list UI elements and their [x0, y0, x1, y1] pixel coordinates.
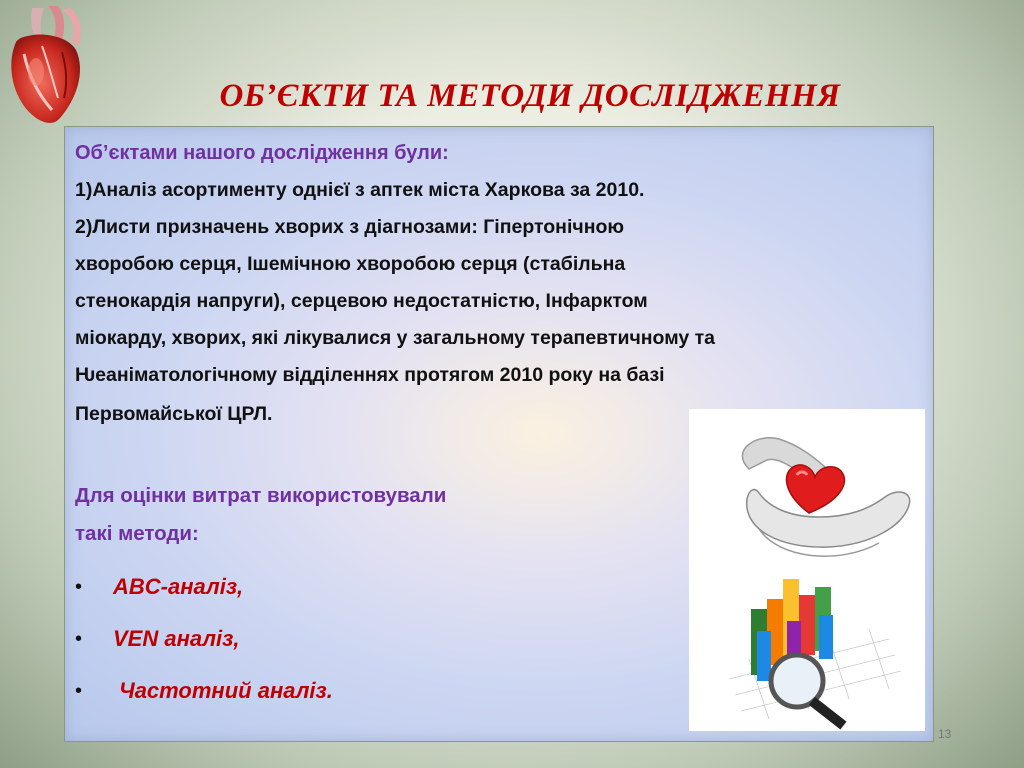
list-item	[75, 561, 675, 613]
content-box	[64, 126, 934, 742]
object-line: Ƕеаніматологічному відділеннях протягом 2010 року на базі	[75, 364, 665, 386]
object-line: стенокардія напруги), серцевою недостатністю, Інфарктом	[75, 290, 648, 312]
object-line: 1)Аналіз асортименту однієї з аптек міста Харкова за 2010.	[75, 179, 645, 201]
methods-heading-line: Для оцінки витрат використовували	[75, 484, 447, 507]
methods-heading-line: такі методи:	[75, 522, 199, 545]
bullet-icon: •	[75, 627, 83, 650]
object-line: міокарду, хворих, які лікувалися у загальному терапевтичному та	[75, 327, 716, 349]
hands-holding-heart-image	[689, 409, 925, 569]
methods-heading	[75, 477, 675, 553]
method-label: ABC-аналіз,	[113, 574, 244, 599]
list-item	[75, 613, 675, 665]
page-number: 13	[938, 727, 952, 741]
object-line: 2)Листи призначень хворих з діагнозами: Гіпертонічною	[75, 216, 625, 238]
bullet-icon: •	[75, 575, 83, 598]
object-line: хворобою серця, Ішемічною хворобою серця (стабільна	[75, 253, 626, 275]
objects-heading: Об’єктами нашого дослідження були:	[75, 142, 449, 164]
list-item	[75, 665, 675, 717]
methods-list	[75, 561, 675, 717]
object-line: Первомайської ЦРЛ.	[75, 403, 273, 425]
method-label: Частотний аналіз.	[113, 678, 333, 703]
bar-chart-magnifier-image	[689, 569, 925, 731]
slide-title: ОБ’ЄКТИ ТА МЕТОДИ ДОСЛІДЖЕННЯ	[219, 78, 841, 114]
bullet-icon: •	[75, 679, 83, 702]
method-label: VEN аналіз,	[113, 626, 240, 651]
objects-text	[75, 135, 925, 433]
heart-anatomy-icon	[2, 2, 88, 130]
